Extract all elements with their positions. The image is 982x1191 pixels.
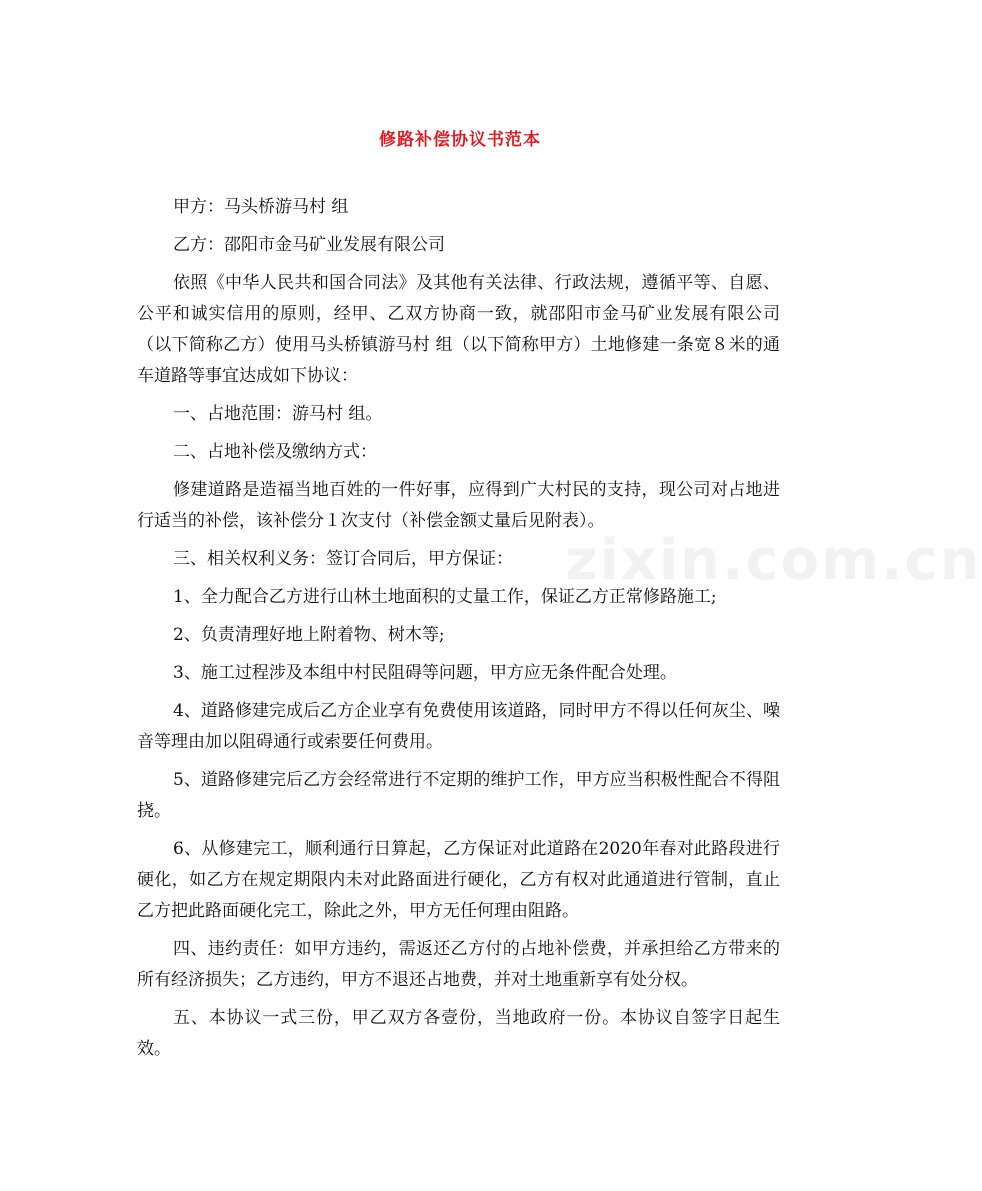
document-title: 修路补偿协议书范本 [379, 130, 541, 150]
section-land-scope: 一、占地范围：游马村 组。 [173, 404, 383, 424]
clause-6: 6、从修建完工，顺利通行日算起，乙方保证对此道路在2020年春对此路段进行硬化，如乙方在规定期限内未对此路面进行硬化，乙方有权对此通道进行管制，直止乙方把此路面硬化完工，除此之外，甲方无任何理由阻路。 [137, 839, 780, 921]
clause-5: 5、道路修建完后乙方会经常进行不定期的维护工作，甲方应当积极性配合不得阻挠。 [137, 770, 780, 821]
clause-4: 4、道路修建完成后乙方企业享有免费使用该道路，同时甲方不得以任何灰尘、噪音等理由加以阻碍通行或索要任何费用。 [137, 701, 780, 752]
watermark: zixin.com.cn [565, 528, 982, 593]
document-body [137, 192, 780, 1072]
section-breach-liability: 四、违约责任：如甲方违约，需返还乙方付的占地补偿费，并承担给乙方带来的所有经济损失；乙方违约，甲方不退还占地费，并对土地重新享有处分权。 [137, 939, 780, 990]
preamble-paragraph: 依照《中华人民共和国合同法》及其他有关法律、行政法规，遵循平等、自愿、公平和诚实信用的原则，经甲、乙双方协商一致，就邵阳市金马矿业发展有限公司（以下简称乙方）使用马头桥镇游马村 组（以下简称甲方）土地修建一条宽８米的通车道路等事宜达成如下协议： [137, 273, 780, 386]
party-a-line: 甲方：马头桥游马村 组 [173, 197, 349, 217]
clause-2: 2、负责清理好地上附着物、树木等; [173, 625, 445, 645]
compensation-paragraph: 修建道路是造福当地百姓的一件好事，应得到广大村民的支持，现公司对占地进行适当的补偿，该补偿分１次支付（补偿金额丈量后见附表）。 [137, 480, 780, 531]
section-compensation-heading: 二、占地补偿及缴纳方式： [173, 442, 377, 462]
clause-3: 3、施工过程涉及本组中村民阻碍等问题，甲方应无条件配合处理。 [173, 663, 677, 683]
section-rights-heading: 三、相关权利义务：签订合同后，甲方保证： [173, 549, 513, 569]
clause-1: 1、全力配合乙方进行山林土地面积的丈量工作，保证乙方正常修路施工; [173, 587, 717, 607]
party-b-line: 乙方：邵阳市金马矿业发展有限公司 [173, 235, 445, 255]
section-copies-effective: 五、本协议一式三份，甲乙双方各壹份，当地政府一份。本协议自签字日起生效。 [137, 1008, 780, 1059]
